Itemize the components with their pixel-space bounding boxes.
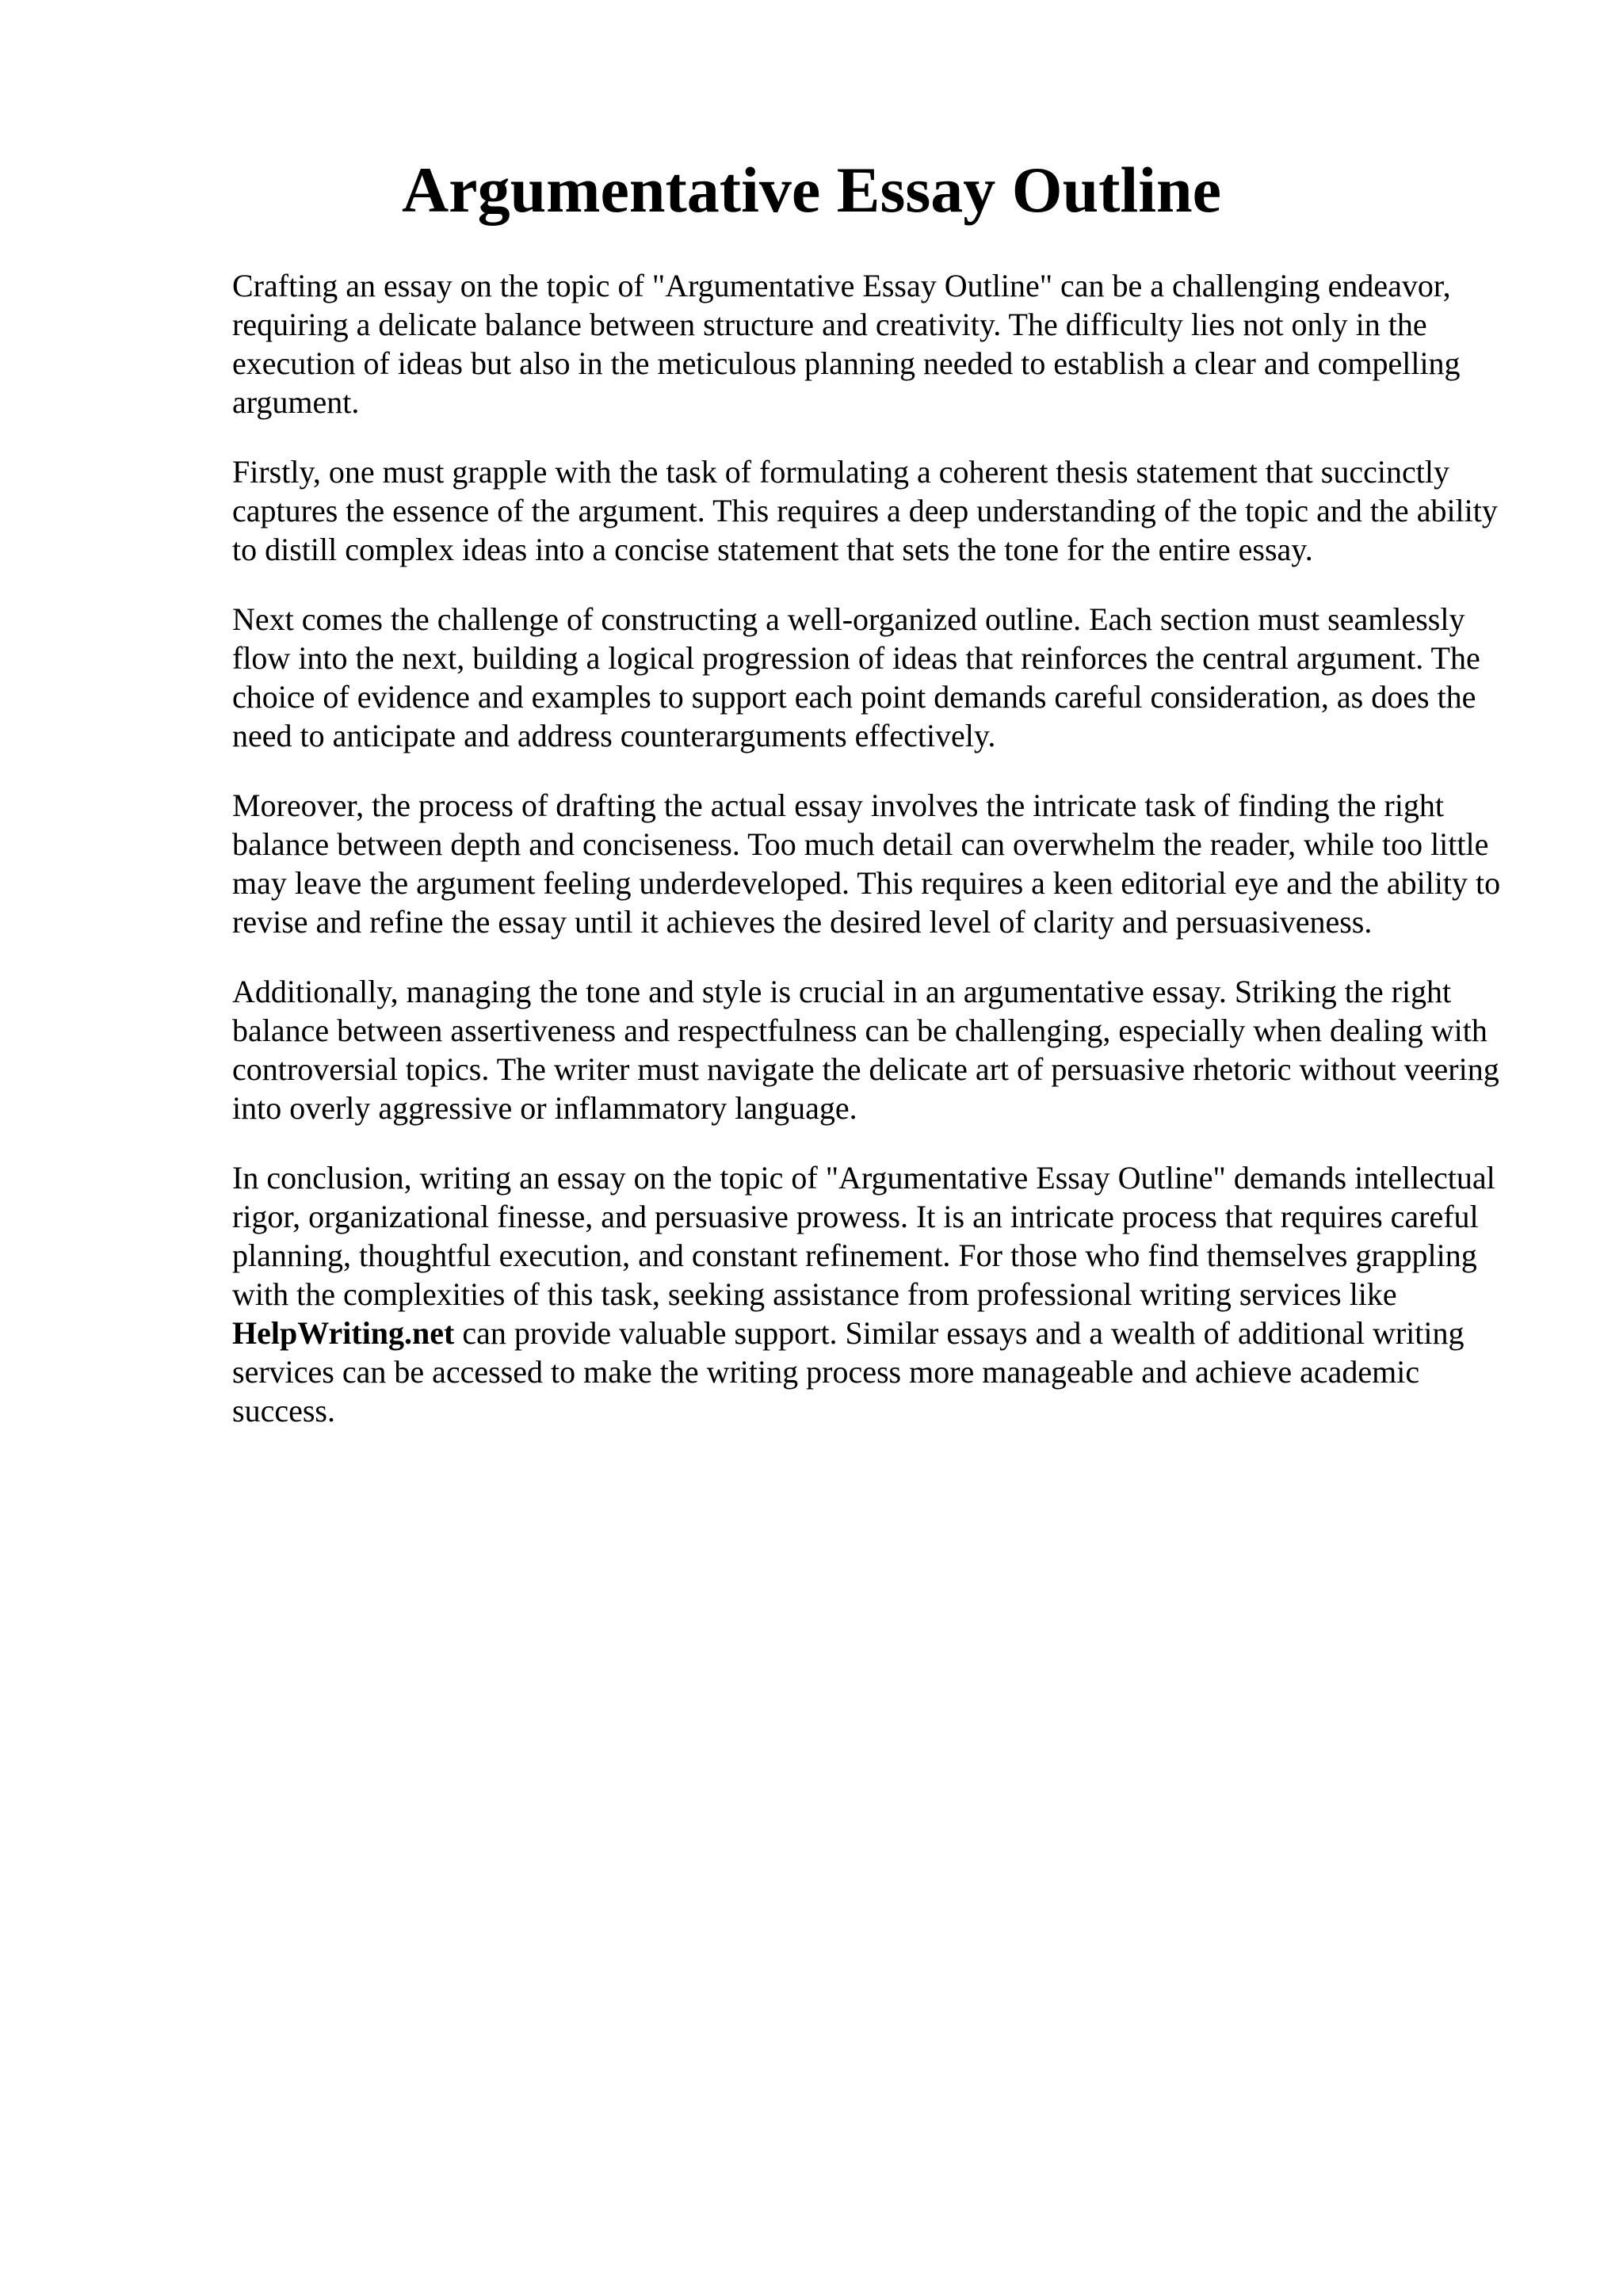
paragraph-conclusion bbox=[232, 1158, 1508, 1430]
helpwriting-link[interactable]: HelpWriting.net bbox=[232, 1315, 455, 1351]
document-title: Argumentative Essay Outline bbox=[401, 154, 1222, 226]
conclusion-text-after: can provide valuable support. Similar essays and a wealth of additional writing services can be accessed to make the writing process more manageable and achieve academic success. bbox=[232, 1315, 1465, 1428]
document-body bbox=[232, 266, 1508, 1461]
paragraph-outline: Next comes the challenge of constructing a well-organized outline. Each section must seamlessly flow into the next, building a logical progression of ideas that reinforces the central argument. The choice of evidence and examples to support each point demands careful consideration, as does the need to anticipate and address counterarguments effectively. bbox=[232, 601, 1480, 753]
paragraph-drafting: Moreover, the process of drafting the actual essay involves the intricate task of finding the right balance between depth and conciseness. Too much detail can overwhelm the reader, while too little may leave the argument feeling underdeveloped. This requires a keen editorial eye and the ability to revise and refine the essay until it achieves the desired level of clarity and persuasiveness. bbox=[232, 788, 1501, 940]
paragraph-tone: Additionally, managing the tone and style is crucial in an argumentative essay. Striking the right balance between assertiveness and respectfulness can be challenging, especially when dealing with controversial topics. The writer must navigate the delicate art of persuasive rhetoric without veering into overly aggressive or inflammatory language. bbox=[232, 974, 1499, 1126]
paragraph-intro: Crafting an essay on the topic of "Argumentative Essay Outline" can be a challenging endeavor, requiring a delicate balance between structure and creativity. The difficulty lies not only in the execution of ideas but also in the meticulous planning needed to establish a clear and compelling argument. bbox=[232, 268, 1461, 420]
conclusion-text-before: In conclusion, writing an essay on the topic of "Argumentative Essay Outline" demands intellectual rigor, organizational finesse, and persuasive prowess. It is an intricate process that requires careful planning, thoughtful execution, and constant refinement. For those who find themselves grappling with the complexities of this task, seeking assistance from professional writing services like bbox=[232, 1160, 1495, 1312]
paragraph-thesis: Firstly, one must grapple with the task of formulating a coherent thesis statement that succinctly captures the essence of the argument. This requires a deep understanding of the topic and the ability to distill complex ideas into a concise statement that sets the tone for the entire essay. bbox=[232, 454, 1498, 567]
